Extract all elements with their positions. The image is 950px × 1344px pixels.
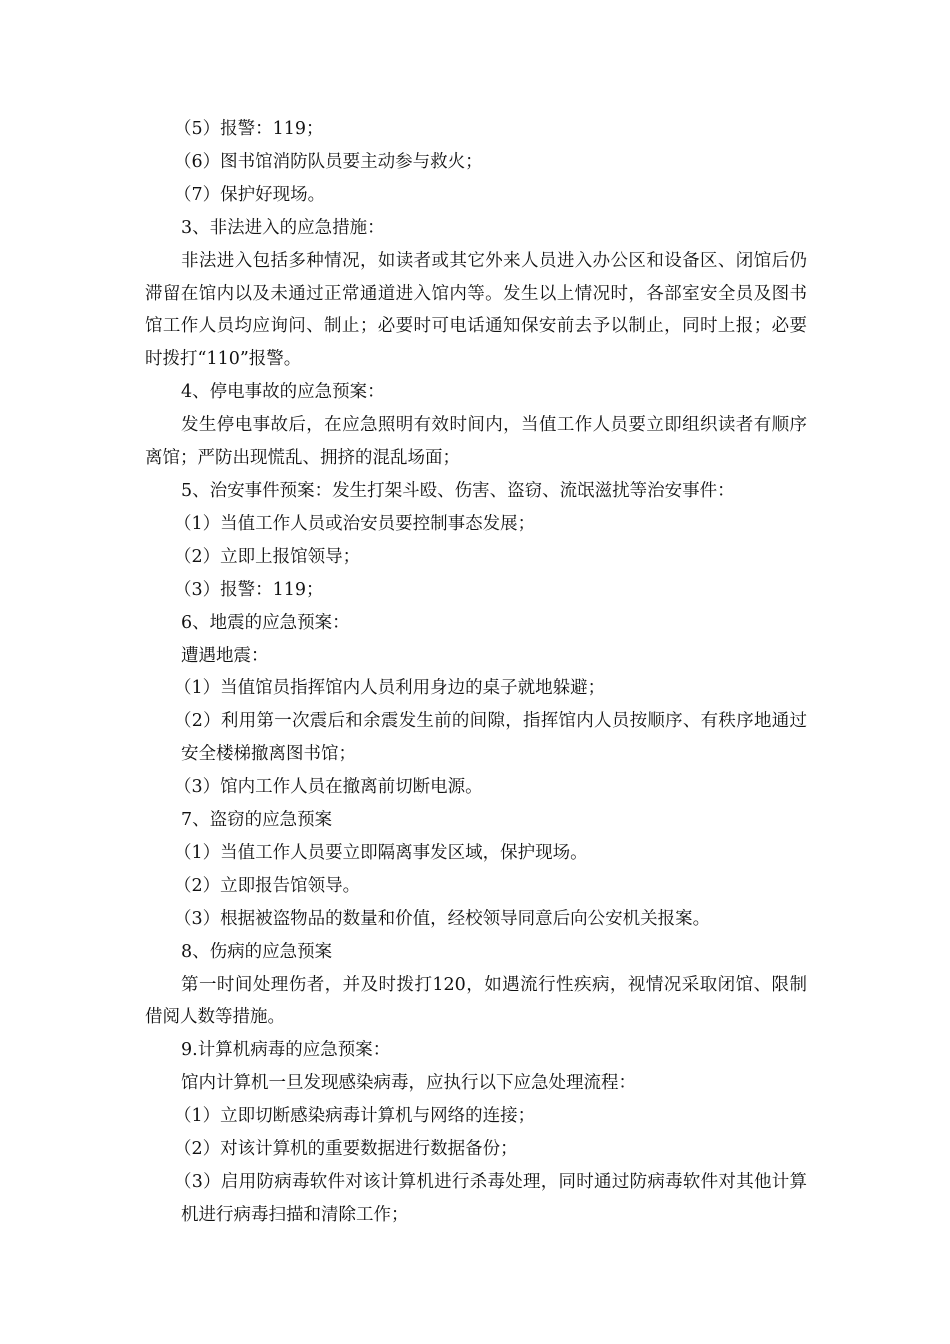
paragraph-virus-intro: 馆内计算机一旦发现感染病毒，应执行以下应急处理流程： xyxy=(181,1073,636,1094)
paragraph-injury: 第一时间处理伤者，并及时拨打120，如遇流行性疾病，视情况采取闭馆、限制借阅人数等措施。 xyxy=(145,974,807,1028)
section-heading-public-security: 5、治安事件预案：发生打架斗殴、伤害、盗窃、流氓滋扰等治安事件： xyxy=(181,480,735,501)
list-item-disconnect-network: （1）立即切断感染病毒计算机与网络的连接； xyxy=(174,1106,536,1127)
list-item-report-police: （3）根据被盗物品的数量和价值，经校领导同意后向公安机关报案。 xyxy=(174,908,711,929)
list-item-evacuate: （2）利用第一次震后和余震发生前的间隙，指挥馆内人员按顺序、有秩序地通过安全楼梯撤离图书馆； xyxy=(174,711,807,765)
section-heading-computer-virus: 9.计算机病毒的应急预案： xyxy=(181,1040,391,1061)
section-heading-earthquake: 6、地震的应急预案： xyxy=(181,612,350,633)
section-heading-illegal-entry: 3、非法进入的应急措施： xyxy=(181,217,385,238)
list-item-alarm-119: （5）报警：119； xyxy=(174,119,324,139)
list-item-antivirus: （3）启用防病毒软件对该计算机进行杀毒处理，同时通过防病毒软件对其他计算机进行病毒扫描和清除工作； xyxy=(174,1172,807,1225)
document-page xyxy=(145,113,807,1232)
list-item-protect-scene: （7）保护好现场。 xyxy=(174,184,326,205)
list-item-alarm-119-2: （3）报警：119； xyxy=(174,579,324,600)
section-heading-power-outage: 4、停电事故的应急预案： xyxy=(181,382,385,403)
paragraph-earthquake-intro: 遭遇地震： xyxy=(181,645,269,666)
section-heading-injury: 8、伤病的应急预案 xyxy=(181,941,333,962)
section-heading-theft: 7、盗窃的应急预案 xyxy=(181,810,333,831)
list-item-fire-team: （6）图书馆消防队员要主动参与救火； xyxy=(174,151,483,172)
paragraph-illegal-entry: 非法进入包括多种情况，如读者或其它外来人员进入办公区和设备区、闭馆后仍滞留在馆内以及未通过正常通道进入馆内等。发生以上情况时，各部室安全员及图书馆工作人员均应询问、制止；必要时可电话通知保安前去予以制止，同时上报；必要时拨打“110”报警。 xyxy=(145,250,807,370)
paragraph-power-outage: 发生停电事故后，在应急照明有效时间内，当值工作人员要立即组织读者有顺序离馆；严防出现慌乱、拥挤的混乱场面； xyxy=(145,415,807,469)
list-item-take-cover: （1）当值馆员指挥馆内人员利用身边的桌子就地躲避； xyxy=(174,678,606,699)
list-item-cut-power: （3）馆内工作人员在撤离前切断电源。 xyxy=(174,777,483,798)
list-item-control-situation: （1）当值工作人员或治安员要控制事态发展； xyxy=(174,513,536,534)
list-item-isolate-area: （1）当值工作人员要立即隔离事发区域，保护现场。 xyxy=(174,842,588,863)
list-item-report-leaders: （2）立即上报馆领导； xyxy=(174,546,361,567)
list-item-backup-data: （2）对该计算机的重要数据进行数据备份； xyxy=(174,1139,518,1160)
list-item-report-leaders-2: （2）立即报告馆领导。 xyxy=(174,875,361,896)
